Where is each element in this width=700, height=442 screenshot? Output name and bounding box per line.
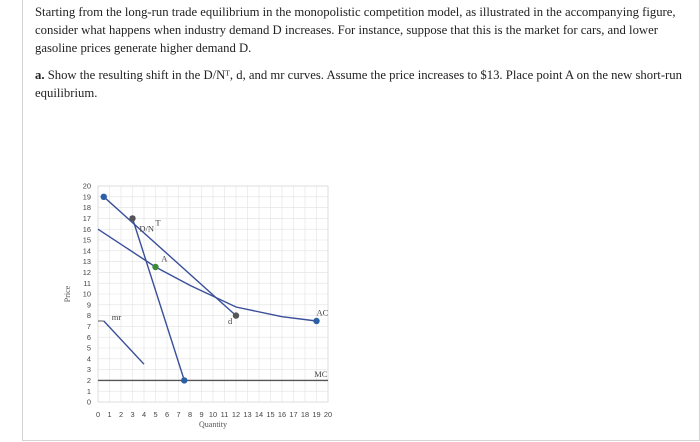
y-tick-label: 12 <box>82 268 91 277</box>
x-tick-label: 14 <box>254 410 264 419</box>
data-point-marker <box>181 377 187 383</box>
y-tick-label: 6 <box>86 332 91 342</box>
part-a-label: a. <box>35 68 45 82</box>
x-tick-label: 5 <box>153 410 158 419</box>
annotation-a: A <box>161 253 168 264</box>
y-tick-label: 2 <box>86 376 91 385</box>
x-tick-label: 10 <box>208 410 218 419</box>
y-tick-label: 4 <box>86 354 91 364</box>
x-tick-label: 2 <box>118 410 124 419</box>
x-tick-label: 4 <box>141 410 147 419</box>
x-tick-label: 18 <box>300 410 310 419</box>
x-tick-label: 9 <box>199 410 204 419</box>
data-point-marker <box>233 312 239 318</box>
question-intro: Starting from the long-run trade equilibrium in the monopolistic competition model, as illustrated in the accompanying figure, consider what happens when industry demand D increases. For instance, suppose that this is the market for cars, and lower gasoline prices generate higher demand D. <box>35 5 676 55</box>
y-tick-label: 7 <box>86 322 91 331</box>
y-tick-label: 10 <box>82 289 91 299</box>
y-axis-label: Price <box>63 285 72 303</box>
y-tick-label: 17 <box>82 214 91 223</box>
x-tick-label: 13 <box>243 410 252 419</box>
y-tick-label: 15 <box>82 235 91 245</box>
y-tick-label: 0 <box>86 397 91 407</box>
y-tick-label: 1 <box>86 386 91 396</box>
y-tick-label: 8 <box>86 311 91 321</box>
x-tick-label: 19 <box>312 410 321 419</box>
x-tick-label: 17 <box>289 410 298 419</box>
y-tick-label: 14 <box>82 246 91 256</box>
x-tick-label: 16 <box>277 410 287 419</box>
y-tick-label: 13 <box>82 257 91 267</box>
x-axis-label: Quantity <box>199 420 227 429</box>
y-tick-label: 11 <box>83 278 91 288</box>
annotation-mc: MC <box>314 369 328 380</box>
data-point-marker <box>313 318 319 324</box>
data-point-marker <box>101 194 107 200</box>
part-a-text: Show the resulting shift in the D/Nᵀ, d, and mr curves. Assume the price increases to $13. Place point A on the new short-run equilibrium. <box>35 68 682 100</box>
data-point-marker <box>152 264 158 270</box>
annotation-ac: AC <box>316 307 329 318</box>
x-tick-label: 8 <box>187 410 193 419</box>
x-tick-label: 6 <box>164 410 170 419</box>
x-tick-label: 7 <box>176 410 181 419</box>
x-tick-label: 20 <box>323 410 333 419</box>
x-tick-label: 1 <box>107 410 112 419</box>
data-point-marker <box>129 215 135 221</box>
x-tick-label: 3 <box>130 410 135 419</box>
x-tick-label: 15 <box>266 410 275 419</box>
y-tick-label: 3 <box>86 365 91 375</box>
x-tick-label: 12 <box>231 410 241 419</box>
annotation-d: d <box>227 316 233 327</box>
x-tick-label: 11 <box>220 410 229 419</box>
annotation-mr: mr <box>111 311 122 322</box>
y-tick-label: 9 <box>86 300 91 310</box>
series-label-dn: D/N <box>139 223 155 234</box>
y-tick-label: 18 <box>82 203 91 213</box>
y-tick-label: 20 <box>82 181 91 191</box>
y-tick-label: 5 <box>86 343 91 353</box>
x-tick-label: 0 <box>95 410 101 419</box>
y-tick-label: 19 <box>82 192 91 202</box>
y-tick-label: 16 <box>82 224 91 234</box>
series-label-dn-superscript: T <box>155 217 161 228</box>
